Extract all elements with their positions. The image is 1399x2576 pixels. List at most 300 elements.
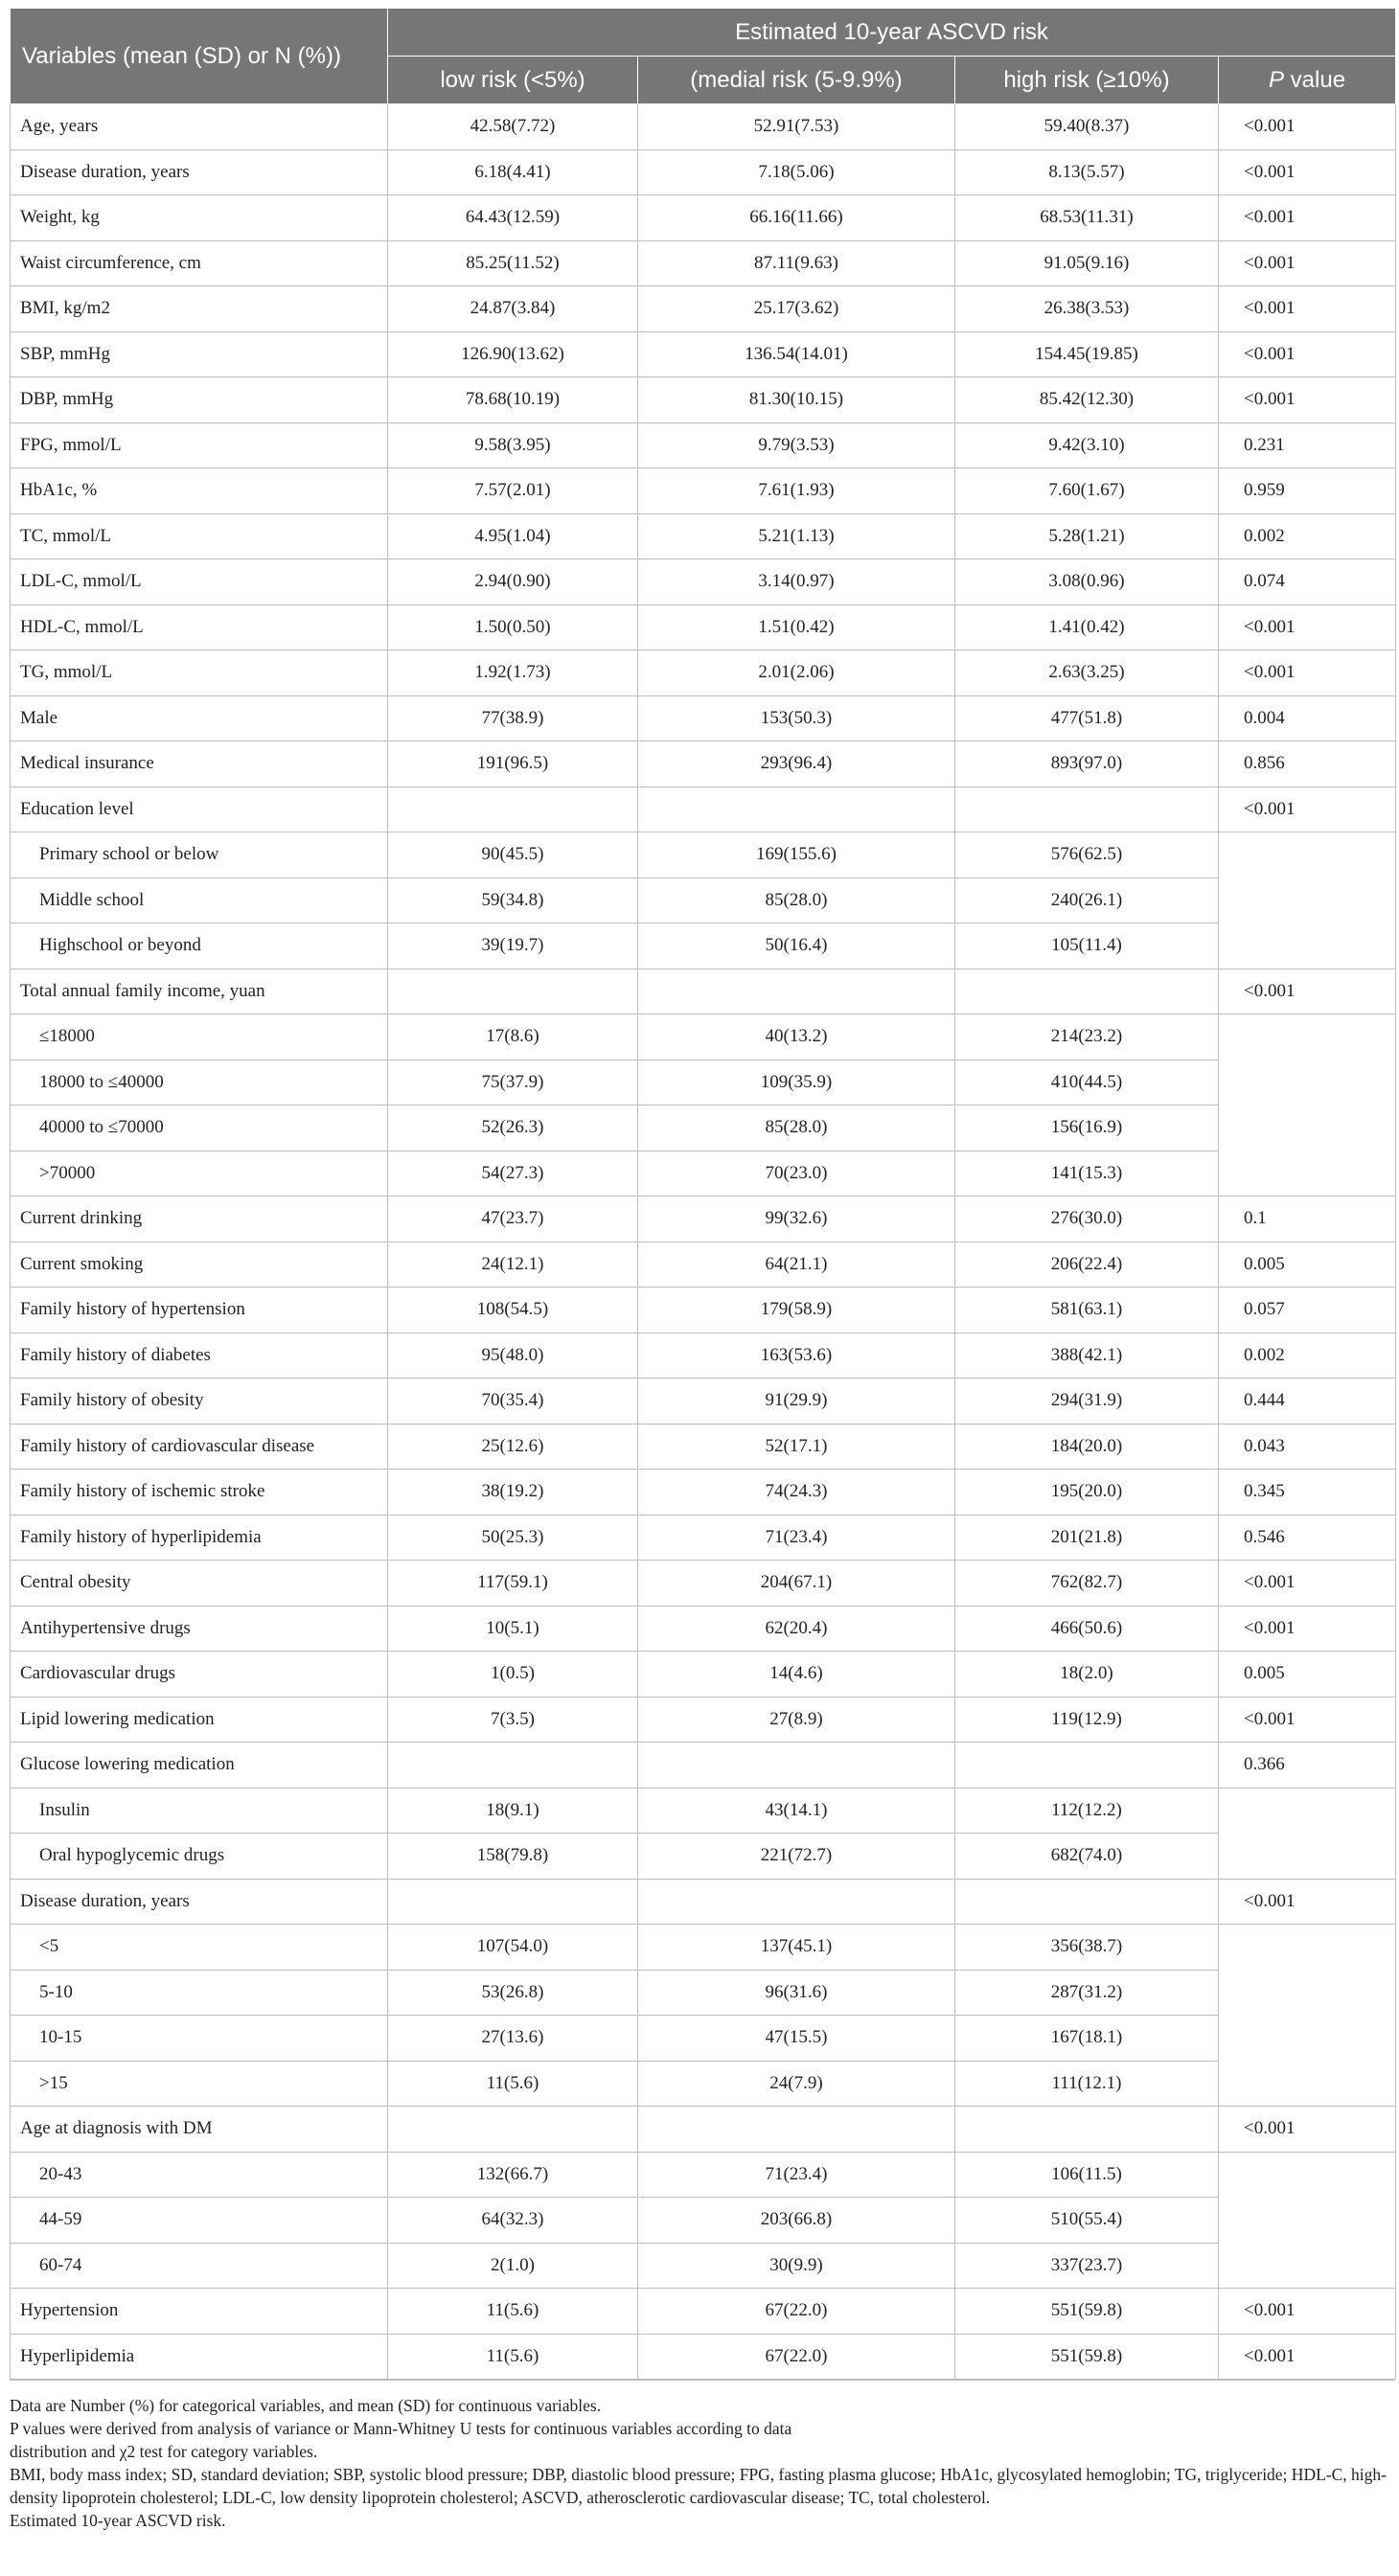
- cell-p-value: <0.001: [1219, 786, 1396, 832]
- cell-medial-risk: 40(13.2): [638, 1014, 955, 1060]
- cell-medial-risk: 47(15.5): [638, 2016, 955, 2062]
- cell-medial-risk: 2.01(2.06): [638, 650, 955, 696]
- row-label: 60-74: [11, 2243, 388, 2289]
- cell-low-risk: 25(12.6): [388, 1424, 638, 1470]
- cell-low-risk: 27(13.6): [388, 2016, 638, 2062]
- row-label: Central obesity: [11, 1561, 388, 1607]
- cell-medial-risk: [638, 2107, 955, 2153]
- cell-p-value: 0.231: [1219, 422, 1396, 468]
- cell-low-risk: [388, 1743, 638, 1789]
- cell-low-risk: 70(35.4): [388, 1379, 638, 1425]
- cell-p-value: [1219, 1060, 1396, 1106]
- footnote-line: Estimated 10-year ASCVD risk.: [10, 2511, 226, 2530]
- footnote-line: Data are Number (%) for categorical variables, and mean (SD) for continuous variables.: [10, 2396, 602, 2415]
- cell-medial-risk: 9.79(3.53): [638, 422, 955, 468]
- cell-low-risk: 107(54.0): [388, 1925, 638, 1971]
- table-row: [11, 513, 1396, 559]
- cell-medial-risk: 14(4.6): [638, 1652, 955, 1698]
- row-label: Family history of hypertension: [11, 1288, 388, 1334]
- cell-p-value: <0.001: [1219, 604, 1396, 650]
- cell-medial-risk: 64(21.1): [638, 1242, 955, 1288]
- cell-medial-risk: 153(50.3): [638, 695, 955, 741]
- cell-low-risk: 132(66.7): [388, 2152, 638, 2198]
- cell-p-value: <0.001: [1219, 331, 1396, 377]
- row-label: Middle school: [11, 878, 388, 923]
- cell-high-risk: 111(12.1): [955, 2061, 1219, 2107]
- cell-high-risk: 154.45(19.85): [955, 331, 1219, 377]
- row-label: Cardiovascular drugs: [11, 1652, 388, 1698]
- cell-low-risk: 108(54.5): [388, 1288, 638, 1334]
- cell-medial-risk: 163(53.6): [638, 1333, 955, 1379]
- row-label: Current smoking: [11, 1242, 388, 1288]
- cell-p-value: 0.444: [1219, 1379, 1396, 1425]
- cell-medial-risk: 221(72.7): [638, 1834, 955, 1880]
- cell-high-risk: [955, 1879, 1219, 1925]
- cell-p-value: [1219, 1834, 1396, 1880]
- cell-high-risk: 7.60(1.67): [955, 468, 1219, 514]
- cell-low-risk: 6.18(4.41): [388, 149, 638, 195]
- table-row: [11, 1151, 1396, 1197]
- cell-p-value: [1219, 1788, 1396, 1834]
- footnote-line: P values were derived from analysis of variance or Mann-Whitney U tests for continuous variables according to data: [10, 2419, 792, 2438]
- table-row: [11, 878, 1396, 923]
- cell-high-risk: 682(74.0): [955, 1834, 1219, 1880]
- row-label: SBP, mmHg: [11, 331, 388, 377]
- cell-p-value: [1219, 878, 1396, 923]
- cell-medial-risk: 30(9.9): [638, 2243, 955, 2289]
- cell-high-risk: 1.41(0.42): [955, 604, 1219, 650]
- cell-high-risk: 184(20.0): [955, 1424, 1219, 1470]
- row-label: HbA1c, %: [11, 468, 388, 514]
- cell-high-risk: [955, 2107, 1219, 2153]
- row-label: 44-59: [11, 2198, 388, 2244]
- table-row: [11, 923, 1396, 969]
- cell-medial-risk: 50(16.4): [638, 923, 955, 969]
- table-row: [11, 1470, 1396, 1516]
- cell-low-risk: 7(3.5): [388, 1697, 638, 1743]
- table-row: [11, 1106, 1396, 1151]
- cell-high-risk: 551(59.8): [955, 2289, 1219, 2335]
- row-label: Family history of obesity: [11, 1379, 388, 1425]
- footnote-line: BMI, body mass index; SD, standard deviation; SBP, systolic blood pressure; DBP, diastolic blood pressure; FPG, fasting plasma glucose; HbA1c, glycosylated hemoglobin; TG, triglyceride; HDL-C, high-density lipoprotein cholesterol; LDL-C, low density lipoprotein cholesterol; ASCVD, atherosclerotic cardiovascular disease; TC, total cholesterol.: [10, 2465, 1387, 2507]
- row-label: >70000: [11, 1151, 388, 1197]
- cell-low-risk: 117(59.1): [388, 1561, 638, 1607]
- row-label: Family history of cardiovascular disease: [11, 1424, 388, 1470]
- header-p-value: [1219, 57, 1396, 104]
- table-row: [11, 2243, 1396, 2289]
- row-label: ≤18000: [11, 1014, 388, 1060]
- row-label: >15: [11, 2061, 388, 2107]
- cell-medial-risk: 62(20.4): [638, 1606, 955, 1652]
- row-label: Disease duration, years: [11, 149, 388, 195]
- cell-p-value: 0.546: [1219, 1515, 1396, 1561]
- cell-p-value: <0.001: [1219, 286, 1396, 332]
- header-low-risk: low risk (<5%): [388, 57, 638, 104]
- table-row: [11, 377, 1396, 423]
- cell-high-risk: 466(50.6): [955, 1606, 1219, 1652]
- table-row: [11, 1379, 1396, 1425]
- table-row: [11, 286, 1396, 332]
- cell-high-risk: 214(23.2): [955, 1014, 1219, 1060]
- table-row: [11, 1333, 1396, 1379]
- cell-low-risk: 24.87(3.84): [388, 286, 638, 332]
- cell-high-risk: 91.05(9.16): [955, 240, 1219, 286]
- row-label: Primary school or below: [11, 832, 388, 878]
- cell-p-value: 0.345: [1219, 1470, 1396, 1516]
- cell-high-risk: 581(63.1): [955, 1288, 1219, 1334]
- cell-p-value: [1219, 2152, 1396, 2198]
- cell-medial-risk: 81.30(10.15): [638, 377, 955, 423]
- cell-p-value: <0.001: [1219, 195, 1396, 241]
- table-header: [11, 9, 1396, 104]
- cell-high-risk: 240(26.1): [955, 878, 1219, 923]
- row-label: Family history of hyperlipidemia: [11, 1515, 388, 1561]
- cell-low-risk: [388, 786, 638, 832]
- cell-high-risk: 8.13(5.57): [955, 149, 1219, 195]
- row-label: Total annual family income, yuan: [11, 969, 388, 1014]
- row-label: Family history of ischemic stroke: [11, 1470, 388, 1516]
- cell-p-value: [1219, 2061, 1396, 2107]
- row-label: 20-43: [11, 2152, 388, 2198]
- cell-high-risk: 337(23.7): [955, 2243, 1219, 2289]
- cell-p-value: 0.959: [1219, 468, 1396, 514]
- cell-high-risk: 576(62.5): [955, 832, 1219, 878]
- cell-low-risk: 85.25(11.52): [388, 240, 638, 286]
- cell-low-risk: 95(48.0): [388, 1333, 638, 1379]
- table-row: [11, 832, 1396, 878]
- table-row: [11, 1242, 1396, 1288]
- row-label: FPG, mmol/L: [11, 422, 388, 468]
- row-label: Medical insurance: [11, 741, 388, 787]
- cell-high-risk: 893(97.0): [955, 741, 1219, 787]
- table-row: [11, 1970, 1396, 2016]
- table-row: [11, 969, 1396, 1014]
- cell-low-risk: 38(19.2): [388, 1470, 638, 1516]
- cell-medial-risk: [638, 786, 955, 832]
- table-row: [11, 650, 1396, 696]
- row-label: Hyperlipidemia: [11, 2334, 388, 2380]
- cell-p-value: 0.1: [1219, 1197, 1396, 1242]
- table-row: [11, 468, 1396, 514]
- row-label: Antihypertensive drugs: [11, 1606, 388, 1652]
- cell-high-risk: 294(31.9): [955, 1379, 1219, 1425]
- row-label: Male: [11, 695, 388, 741]
- cell-medial-risk: 27(8.9): [638, 1697, 955, 1743]
- cell-medial-risk: 293(96.4): [638, 741, 955, 787]
- cell-medial-risk: 169(155.6): [638, 832, 955, 878]
- cell-medial-risk: 67(22.0): [638, 2334, 955, 2380]
- cell-medial-risk: 109(35.9): [638, 1060, 955, 1106]
- cell-p-value: [1219, 1970, 1396, 2016]
- cell-p-value: 0.043: [1219, 1424, 1396, 1470]
- cell-high-risk: 206(22.4): [955, 1242, 1219, 1288]
- table-row: [11, 1197, 1396, 1242]
- table-row: [11, 2289, 1396, 2335]
- cell-p-value: [1219, 1106, 1396, 1151]
- cell-medial-risk: 67(22.0): [638, 2289, 955, 2335]
- cell-p-value: [1219, 1925, 1396, 1971]
- cell-low-risk: 158(79.8): [388, 1834, 638, 1880]
- row-label: Age at diagnosis with DM: [11, 2107, 388, 2153]
- cell-medial-risk: 7.61(1.93): [638, 468, 955, 514]
- cell-low-risk: 10(5.1): [388, 1606, 638, 1652]
- footnote-line: distribution and χ2 test for category variables.: [10, 2442, 318, 2461]
- table-row: [11, 1834, 1396, 1880]
- cell-p-value: [1219, 832, 1396, 878]
- table-row: [11, 695, 1396, 741]
- cell-high-risk: 3.08(0.96): [955, 559, 1219, 605]
- cell-medial-risk: 85(28.0): [638, 1106, 955, 1151]
- cell-p-value: <0.001: [1219, 969, 1396, 1014]
- cell-low-risk: 191(96.5): [388, 741, 638, 787]
- cell-p-value: 0.005: [1219, 1652, 1396, 1698]
- cell-p-value: [1219, 2016, 1396, 2062]
- table-row: [11, 1561, 1396, 1607]
- cell-p-value: 0.366: [1219, 1743, 1396, 1789]
- table-row: [11, 1879, 1396, 1925]
- cell-medial-risk: 43(14.1): [638, 1788, 955, 1834]
- row-label: Insulin: [11, 1788, 388, 1834]
- row-label: Glucose lowering medication: [11, 1743, 388, 1789]
- row-label: 5-10: [11, 1970, 388, 2016]
- table-row: [11, 1788, 1396, 1834]
- cell-medial-risk: [638, 969, 955, 1014]
- row-label: BMI, kg/m2: [11, 286, 388, 332]
- cell-high-risk: 167(18.1): [955, 2016, 1219, 2062]
- cell-high-risk: 195(20.0): [955, 1470, 1219, 1516]
- table-row: [11, 195, 1396, 241]
- cell-low-risk: 11(5.6): [388, 2289, 638, 2335]
- cell-low-risk: 64(32.3): [388, 2198, 638, 2244]
- cell-p-value: <0.001: [1219, 1606, 1396, 1652]
- row-label: Waist circumference, cm: [11, 240, 388, 286]
- cell-p-value: <0.001: [1219, 1697, 1396, 1743]
- cell-high-risk: 276(30.0): [955, 1197, 1219, 1242]
- header-variables: Variables (mean (SD) or N (%)): [11, 9, 388, 104]
- cell-p-value: 0.002: [1219, 513, 1396, 559]
- cell-p-value: <0.001: [1219, 650, 1396, 696]
- cell-low-risk: 2(1.0): [388, 2243, 638, 2289]
- table-row: [11, 1060, 1396, 1106]
- cell-p-value: 0.856: [1219, 741, 1396, 787]
- cell-low-risk: 42.58(7.72): [388, 104, 638, 150]
- cell-high-risk: 59.40(8.37): [955, 104, 1219, 150]
- cell-medial-risk: 87.11(9.63): [638, 240, 955, 286]
- cell-medial-risk: 96(31.6): [638, 1970, 955, 2016]
- cell-high-risk: 510(55.4): [955, 2198, 1219, 2244]
- cell-high-risk: 9.42(3.10): [955, 422, 1219, 468]
- row-label: TC, mmol/L: [11, 513, 388, 559]
- cell-high-risk: 105(11.4): [955, 923, 1219, 969]
- header-p-word: value: [1284, 66, 1346, 93]
- cell-p-value: <0.001: [1219, 2289, 1396, 2335]
- cell-p-value: <0.001: [1219, 1561, 1396, 1607]
- cell-p-value: [1219, 1151, 1396, 1197]
- table-row: [11, 786, 1396, 832]
- cell-p-value: <0.001: [1219, 2107, 1396, 2153]
- cell-low-risk: 47(23.7): [388, 1197, 638, 1242]
- table-row: [11, 149, 1396, 195]
- table-row: [11, 2107, 1396, 2153]
- cell-medial-risk: 25.17(3.62): [638, 286, 955, 332]
- cell-high-risk: 68.53(11.31): [955, 195, 1219, 241]
- row-label: 10-15: [11, 2016, 388, 2062]
- cell-p-value: [1219, 2243, 1396, 2289]
- row-label: Age, years: [11, 104, 388, 150]
- row-label: Disease duration, years: [11, 1879, 388, 1925]
- cell-medial-risk: [638, 1879, 955, 1925]
- table-row: [11, 741, 1396, 787]
- cell-low-risk: 24(12.1): [388, 1242, 638, 1288]
- table-row: [11, 1652, 1396, 1698]
- header-group-title: Estimated 10-year ASCVD risk: [388, 9, 1396, 57]
- cell-high-risk: 106(11.5): [955, 2152, 1219, 2198]
- table-row: [11, 1606, 1396, 1652]
- cell-low-risk: 77(38.9): [388, 695, 638, 741]
- cell-low-risk: 90(45.5): [388, 832, 638, 878]
- cell-p-value: 0.004: [1219, 695, 1396, 741]
- cell-low-risk: [388, 2107, 638, 2153]
- cell-high-risk: 287(31.2): [955, 1970, 1219, 2016]
- cell-low-risk: 39(19.7): [388, 923, 638, 969]
- table-footnotes: [10, 2380, 1395, 2532]
- cell-medial-risk: 3.14(0.97): [638, 559, 955, 605]
- cell-low-risk: 1.50(0.50): [388, 604, 638, 650]
- cell-low-risk: 2.94(0.90): [388, 559, 638, 605]
- cell-p-value: <0.001: [1219, 1879, 1396, 1925]
- cell-high-risk: 141(15.3): [955, 1151, 1219, 1197]
- cell-low-risk: 52(26.3): [388, 1106, 638, 1151]
- cell-high-risk: 388(42.1): [955, 1333, 1219, 1379]
- table-row: [11, 1697, 1396, 1743]
- row-label: Weight, kg: [11, 195, 388, 241]
- header-medial-risk: (medial risk (5-9.9%): [638, 57, 955, 104]
- table-row: [11, 422, 1396, 468]
- cell-high-risk: 119(12.9): [955, 1697, 1219, 1743]
- cell-medial-risk: 66.16(11.66): [638, 195, 955, 241]
- table-row: [11, 240, 1396, 286]
- header-p-letter: P: [1268, 66, 1284, 93]
- cell-medial-risk: 7.18(5.06): [638, 149, 955, 195]
- cell-high-risk: [955, 1743, 1219, 1789]
- table-row: [11, 2334, 1396, 2380]
- cell-low-risk: 59(34.8): [388, 878, 638, 923]
- cell-low-risk: 11(5.6): [388, 2334, 638, 2380]
- row-label: Lipid lowering medication: [11, 1697, 388, 1743]
- cell-medial-risk: 70(23.0): [638, 1151, 955, 1197]
- cell-low-risk: 1.92(1.73): [388, 650, 638, 696]
- table-row: [11, 2198, 1396, 2244]
- cell-medial-risk: 85(28.0): [638, 878, 955, 923]
- cell-high-risk: 85.42(12.30): [955, 377, 1219, 423]
- cell-p-value: <0.001: [1219, 104, 1396, 150]
- cell-high-risk: 18(2.0): [955, 1652, 1219, 1698]
- cell-low-risk: 17(8.6): [388, 1014, 638, 1060]
- table-row: [11, 1925, 1396, 1971]
- cell-p-value: 0.005: [1219, 1242, 1396, 1288]
- cell-low-risk: 7.57(2.01): [388, 468, 638, 514]
- cell-high-risk: 551(59.8): [955, 2334, 1219, 2380]
- cell-high-risk: 112(12.2): [955, 1788, 1219, 1834]
- cell-high-risk: 477(51.8): [955, 695, 1219, 741]
- table-row: [11, 104, 1396, 150]
- cell-low-risk: 54(27.3): [388, 1151, 638, 1197]
- cell-medial-risk: 91(29.9): [638, 1379, 955, 1425]
- cell-high-risk: 410(44.5): [955, 1060, 1219, 1106]
- row-label: TG, mmol/L: [11, 650, 388, 696]
- cell-p-value: <0.001: [1219, 2334, 1396, 2380]
- cell-p-value: <0.001: [1219, 377, 1396, 423]
- cell-medial-risk: 52(17.1): [638, 1424, 955, 1470]
- table-row: [11, 1515, 1396, 1561]
- ascvd-risk-table: [10, 8, 1396, 2380]
- cell-medial-risk: 179(58.9): [638, 1288, 955, 1334]
- table-row: [11, 1288, 1396, 1334]
- row-label: HDL-C, mmol/L: [11, 604, 388, 650]
- row-label: 40000 to ≤70000: [11, 1106, 388, 1151]
- cell-low-risk: 11(5.6): [388, 2061, 638, 2107]
- cell-medial-risk: 99(32.6): [638, 1197, 955, 1242]
- cell-low-risk: 53(26.8): [388, 1970, 638, 2016]
- cell-low-risk: 18(9.1): [388, 1788, 638, 1834]
- cell-high-risk: [955, 969, 1219, 1014]
- cell-medial-risk: 74(24.3): [638, 1470, 955, 1516]
- cell-medial-risk: 203(66.8): [638, 2198, 955, 2244]
- row-label: 18000 to ≤40000: [11, 1060, 388, 1106]
- cell-low-risk: 75(37.9): [388, 1060, 638, 1106]
- table-row: [11, 1424, 1396, 1470]
- cell-medial-risk: 24(7.9): [638, 2061, 955, 2107]
- cell-low-risk: 4.95(1.04): [388, 513, 638, 559]
- cell-p-value: [1219, 2198, 1396, 2244]
- table-row: [11, 1743, 1396, 1789]
- table-row: [11, 2016, 1396, 2062]
- row-label: Education level: [11, 786, 388, 832]
- cell-medial-risk: 136.54(14.01): [638, 331, 955, 377]
- cell-medial-risk: 71(23.4): [638, 1515, 955, 1561]
- row-label: Current drinking: [11, 1197, 388, 1242]
- cell-medial-risk: 5.21(1.13): [638, 513, 955, 559]
- cell-high-risk: [955, 786, 1219, 832]
- cell-low-risk: 78.68(10.19): [388, 377, 638, 423]
- cell-p-value: 0.074: [1219, 559, 1396, 605]
- cell-medial-risk: 52.91(7.53): [638, 104, 955, 150]
- table-row: [11, 1014, 1396, 1060]
- cell-p-value: [1219, 1014, 1396, 1060]
- header-high-risk: high risk (≥10%): [955, 57, 1219, 104]
- cell-high-risk: 5.28(1.21): [955, 513, 1219, 559]
- ascvd-risk-table-figure: [10, 8, 1395, 2532]
- table-row: [11, 604, 1396, 650]
- row-label: Family history of diabetes: [11, 1333, 388, 1379]
- cell-high-risk: 26.38(3.53): [955, 286, 1219, 332]
- cell-high-risk: 201(21.8): [955, 1515, 1219, 1561]
- cell-low-risk: [388, 1879, 638, 1925]
- table-row: [11, 2152, 1396, 2198]
- row-label: <5: [11, 1925, 388, 1971]
- table-row: [11, 2061, 1396, 2107]
- table-row: [11, 331, 1396, 377]
- cell-medial-risk: 204(67.1): [638, 1561, 955, 1607]
- cell-medial-risk: [638, 1743, 955, 1789]
- table-body: [11, 104, 1396, 2380]
- cell-low-risk: 50(25.3): [388, 1515, 638, 1561]
- row-label: Hypertension: [11, 2289, 388, 2335]
- cell-medial-risk: 71(23.4): [638, 2152, 955, 2198]
- cell-high-risk: 356(38.7): [955, 1925, 1219, 1971]
- row-label: DBP, mmHg: [11, 377, 388, 423]
- cell-p-value: [1219, 923, 1396, 969]
